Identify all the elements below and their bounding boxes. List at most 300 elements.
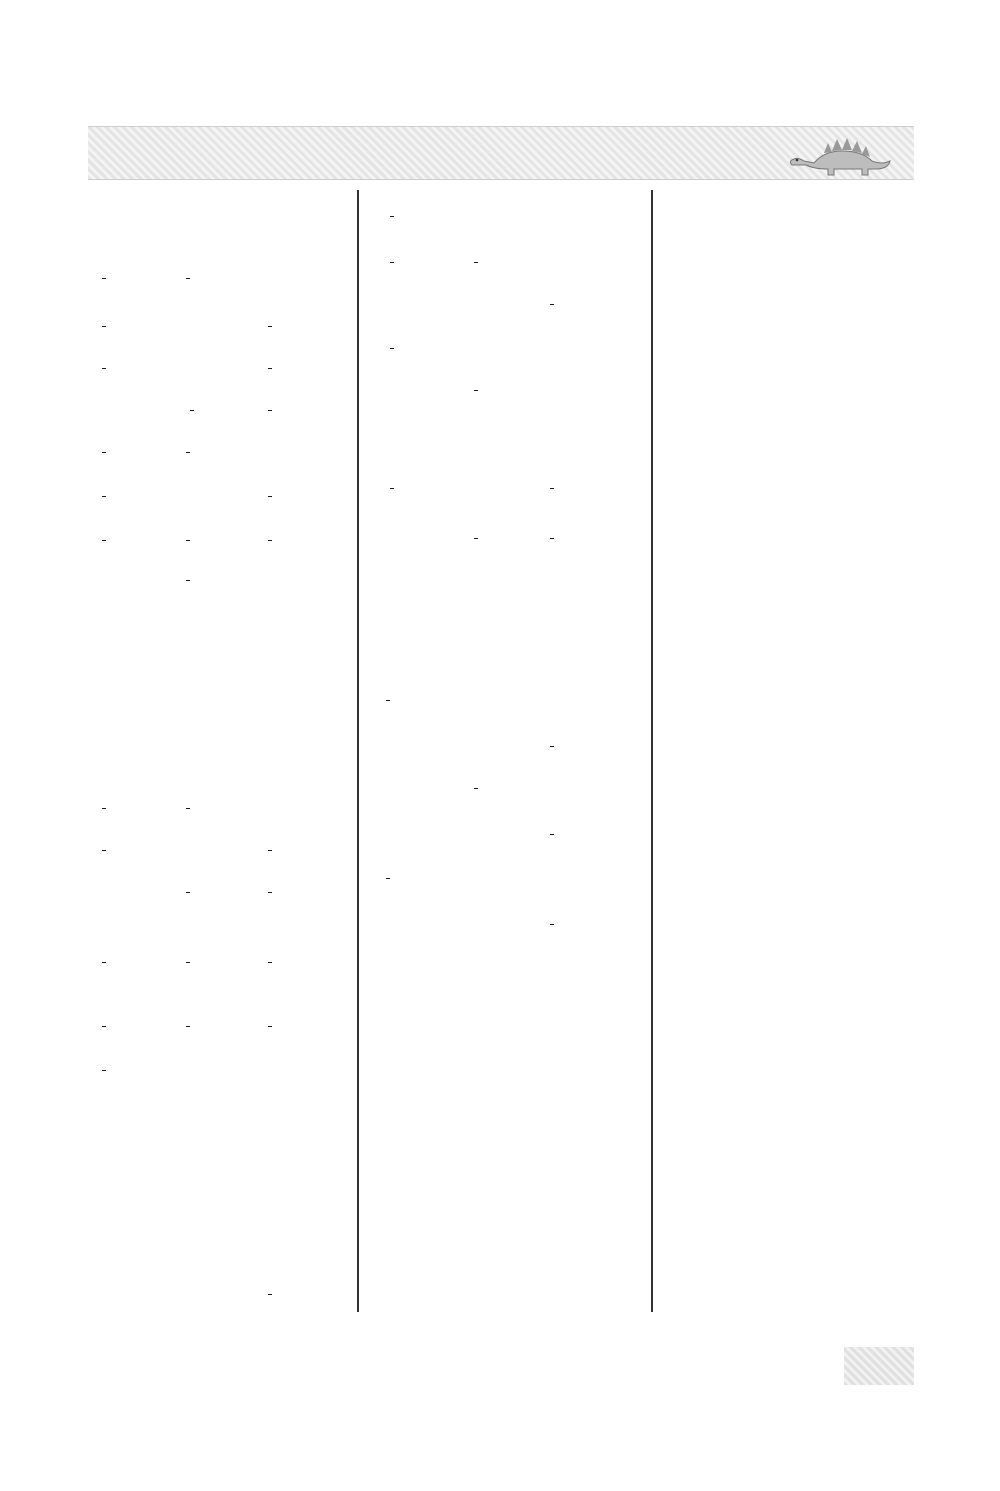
answer-item — [100, 530, 106, 549]
answer-row — [88, 1180, 350, 1204]
answer-cell — [184, 346, 188, 390]
denominator — [474, 538, 478, 539]
fraction — [102, 368, 106, 369]
answer-cell — [184, 474, 188, 518]
answer-item — [548, 778, 552, 797]
denominator — [102, 962, 106, 963]
answer-cell — [266, 1048, 270, 1092]
denominator — [550, 834, 554, 835]
answer-row — [372, 1030, 644, 1054]
answer-row — [372, 1221, 644, 1245]
answer-row — [88, 1158, 350, 1182]
fraction — [102, 808, 106, 809]
answer-cell — [100, 346, 106, 390]
answer-item — [388, 442, 392, 461]
denominator — [474, 390, 478, 391]
answer-cell — [266, 304, 272, 348]
fraction — [474, 262, 478, 263]
answer-item — [100, 400, 104, 419]
denominator — [268, 496, 272, 497]
answer-cell — [266, 388, 272, 432]
answer-item — [472, 778, 478, 797]
answer-row — [372, 1197, 644, 1221]
denominator — [550, 746, 554, 747]
answer-item — [266, 570, 270, 589]
answer-item — [100, 570, 104, 589]
denominator — [186, 892, 190, 893]
answer-cell — [388, 282, 392, 326]
answer-item — [100, 486, 106, 505]
answer-item — [266, 952, 272, 971]
answer-cell — [100, 388, 104, 432]
answer-cell — [384, 766, 388, 810]
answer-cell — [100, 304, 106, 348]
fraction — [186, 1026, 190, 1027]
answer-item — [548, 294, 554, 313]
fraction — [268, 540, 272, 541]
answer-cell — [388, 466, 394, 510]
answer-cell — [548, 724, 554, 768]
answer-row — [372, 516, 644, 560]
answer-item — [100, 316, 106, 335]
answer-item — [266, 268, 270, 287]
answer-item — [384, 868, 390, 887]
denominator — [186, 962, 190, 963]
answer-item — [100, 442, 106, 461]
denominator — [186, 540, 190, 541]
answer-row — [372, 724, 644, 768]
answer-cell — [184, 828, 188, 872]
answer-cell — [548, 368, 552, 412]
fraction — [550, 746, 554, 747]
answer-item — [548, 338, 552, 357]
answer-row — [372, 1292, 644, 1316]
answer-cell — [266, 430, 270, 474]
answer-row — [372, 1244, 644, 1268]
answer-item — [100, 840, 106, 859]
answer-item — [384, 914, 388, 933]
answer-item — [100, 268, 106, 287]
fraction — [390, 348, 394, 349]
column-divider-right — [651, 190, 653, 1312]
answer-item — [266, 798, 270, 817]
fraction — [474, 390, 478, 391]
page-number — [844, 1347, 914, 1385]
denominator — [474, 788, 478, 789]
fraction — [102, 540, 106, 541]
answer-item — [100, 1060, 106, 1079]
answer-item — [548, 206, 552, 225]
fraction — [268, 496, 272, 497]
answer-cell — [266, 558, 270, 602]
denominator — [102, 452, 106, 453]
fraction — [386, 878, 390, 879]
denominator — [390, 216, 394, 217]
denominator — [386, 700, 390, 701]
fraction — [102, 278, 106, 279]
answer-row — [372, 194, 644, 238]
answer-cell — [472, 516, 478, 560]
answer-cell — [548, 516, 554, 560]
answer-item — [388, 380, 392, 399]
answer-item — [266, 1016, 272, 1035]
title-banner — [88, 126, 914, 180]
answer-item — [472, 294, 476, 313]
answer-cell — [548, 326, 552, 370]
denominator — [186, 580, 190, 581]
answer-row — [88, 693, 350, 717]
fraction — [474, 538, 478, 539]
column-divider-left — [357, 190, 359, 1312]
denominator — [268, 892, 272, 893]
answer-row — [372, 1053, 644, 1077]
answer-item — [548, 868, 552, 887]
denominator — [550, 924, 554, 925]
answer-cell — [388, 368, 392, 412]
fraction — [268, 1026, 272, 1027]
answer-item — [384, 656, 388, 675]
answer-item — [384, 778, 388, 797]
fraction — [102, 326, 106, 327]
answer-item — [548, 478, 554, 497]
denominator — [102, 1070, 106, 1071]
answer-item — [548, 690, 552, 709]
answer-row — [372, 1150, 644, 1174]
answer-row — [88, 716, 350, 740]
answer-cell — [184, 304, 188, 348]
answer-column-1 — [88, 192, 350, 1312]
denominator — [550, 488, 554, 489]
answer-item — [472, 868, 476, 887]
answer-cell — [184, 1004, 190, 1048]
denominator — [102, 326, 106, 327]
answer-item — [548, 528, 554, 547]
denominator — [102, 850, 106, 851]
answer-cell — [384, 724, 388, 768]
fraction — [390, 262, 394, 263]
answer-row — [372, 983, 644, 1007]
answer-item — [548, 380, 552, 399]
answer-item — [548, 736, 554, 755]
answer-item — [266, 442, 270, 461]
answer-cell — [472, 326, 476, 370]
stegosaurus-icon — [784, 131, 894, 177]
answer-row — [372, 812, 644, 856]
denominator — [268, 962, 272, 963]
answer-row — [372, 466, 644, 510]
fraction — [390, 488, 394, 489]
answer-row — [372, 856, 644, 900]
denominator — [102, 808, 106, 809]
answer-cell — [472, 282, 476, 326]
answer-row — [372, 959, 644, 983]
answer-row — [88, 1203, 350, 1227]
denominator — [102, 278, 106, 279]
answer-row — [88, 346, 350, 390]
denominator — [190, 410, 194, 411]
answer-item — [184, 400, 194, 419]
answer-cell — [548, 678, 552, 722]
fraction — [186, 540, 190, 541]
answer-cell — [100, 518, 106, 562]
denominator — [390, 262, 394, 263]
answer-cell — [548, 466, 554, 510]
answer-item — [548, 252, 552, 271]
answer-item — [184, 882, 190, 901]
fraction — [102, 1070, 106, 1071]
answer-row — [88, 1113, 350, 1137]
answer-cell — [266, 870, 272, 914]
answer-cell — [472, 194, 476, 238]
answer-item — [472, 338, 476, 357]
answer-cell — [100, 1272, 104, 1316]
answer-item — [184, 268, 190, 287]
answer-item — [384, 824, 388, 843]
answer-row — [372, 368, 644, 412]
denominator — [268, 1294, 272, 1295]
answer-item — [266, 840, 272, 859]
answer-item — [548, 442, 552, 461]
answer-row — [372, 1006, 644, 1030]
answer-row — [88, 1135, 350, 1159]
answer-item — [184, 1060, 188, 1079]
answer-item — [100, 798, 106, 817]
answer-item — [384, 736, 388, 755]
fraction — [268, 1294, 272, 1295]
answer-item — [472, 528, 478, 547]
fraction — [186, 278, 190, 279]
answer-item — [266, 882, 272, 901]
answer-item — [384, 690, 390, 709]
answer-item — [100, 358, 106, 377]
answer-row — [88, 304, 350, 348]
fraction — [186, 452, 190, 453]
answer-cell — [196, 1272, 200, 1316]
answer-item — [472, 442, 476, 461]
answer-cell — [266, 786, 270, 830]
answer-item — [472, 656, 476, 675]
fraction — [550, 304, 554, 305]
answer-cell — [100, 870, 104, 914]
answer-cell — [472, 678, 476, 722]
answer-item — [388, 294, 392, 313]
answer-row — [88, 256, 350, 300]
answer-row — [88, 1272, 350, 1316]
answer-row — [88, 940, 350, 984]
answer-cell — [266, 1272, 272, 1316]
answer-cell — [100, 940, 106, 984]
answer-cell — [472, 856, 476, 900]
answer-item — [266, 486, 272, 505]
denominator — [268, 540, 272, 541]
answer-cell — [388, 326, 394, 370]
answer-item — [184, 952, 190, 971]
answer-item — [388, 528, 392, 547]
answer-item — [472, 206, 476, 225]
answer-row — [372, 282, 644, 326]
answer-cell — [266, 474, 272, 518]
answer-row — [372, 240, 644, 284]
answer-cell — [548, 766, 552, 810]
fraction — [550, 834, 554, 835]
fraction — [102, 496, 106, 497]
answer-cell — [266, 1004, 272, 1048]
fraction — [102, 850, 106, 851]
answer-item — [266, 400, 272, 419]
answer-row — [88, 518, 350, 562]
answer-item — [184, 1016, 190, 1035]
answer-item — [266, 530, 272, 549]
answer-row — [88, 828, 350, 872]
answer-item — [100, 1016, 106, 1035]
fraction — [186, 892, 190, 893]
answer-item — [472, 478, 476, 497]
answer-cell — [100, 256, 106, 300]
answer-row — [372, 678, 644, 722]
answer-cell — [100, 828, 106, 872]
answer-row — [88, 671, 350, 695]
answer-row — [88, 870, 350, 914]
answer-row — [88, 648, 350, 672]
answer-cell — [100, 786, 106, 830]
answer-cell — [100, 474, 106, 518]
answer-cell — [266, 346, 272, 390]
answer-cell — [548, 282, 554, 326]
denominator — [186, 808, 190, 809]
denominator — [550, 538, 554, 539]
denominator — [268, 410, 272, 411]
answer-cell — [100, 1004, 106, 1048]
answer-item — [388, 338, 394, 357]
answer-cell — [388, 194, 394, 238]
answer-item — [472, 914, 476, 933]
answer-cell — [548, 856, 552, 900]
fraction — [390, 216, 394, 217]
answer-item — [184, 358, 188, 377]
answer-cell — [388, 516, 392, 560]
answer-item — [388, 478, 394, 497]
answer-row — [88, 1090, 350, 1114]
denominator — [102, 496, 106, 497]
answer-cell — [184, 1048, 188, 1092]
answer-item — [184, 486, 188, 505]
answer-cell — [472, 812, 476, 856]
denominator — [550, 304, 554, 305]
answer-cell — [472, 766, 478, 810]
answer-item — [548, 656, 552, 675]
answer-row — [88, 1004, 350, 1048]
answer-row — [372, 766, 644, 810]
answer-cell — [184, 388, 194, 432]
answer-cell — [100, 1048, 106, 1092]
answer-cell — [384, 856, 390, 900]
answer-item — [388, 252, 394, 271]
answer-column-3 — [664, 190, 914, 1312]
answer-cell — [184, 870, 190, 914]
answer-cell — [184, 786, 190, 830]
answer-cell — [266, 828, 272, 872]
fraction — [474, 788, 478, 789]
answer-item — [100, 1284, 104, 1303]
answer-item — [184, 570, 190, 589]
answer-cell — [266, 940, 272, 984]
answer-row — [88, 474, 350, 518]
answer-row — [88, 626, 350, 650]
fraction — [268, 962, 272, 963]
denominator — [390, 488, 394, 489]
answer-cell — [384, 812, 388, 856]
answer-cell — [184, 430, 190, 474]
answer-cell — [184, 518, 190, 562]
answer-cell — [266, 518, 272, 562]
answer-item — [472, 380, 478, 399]
answer-cell — [100, 430, 106, 474]
answer-row — [372, 1076, 644, 1100]
answer-item — [184, 316, 188, 335]
answer-row — [372, 1174, 644, 1198]
answer-row — [372, 1268, 644, 1292]
fraction — [186, 580, 190, 581]
answer-cell — [388, 240, 394, 284]
answer-item — [266, 1060, 270, 1079]
answer-cell — [184, 940, 190, 984]
answer-cell — [100, 558, 104, 602]
fraction — [386, 700, 390, 701]
answer-cell — [472, 240, 478, 284]
answer-cell — [548, 240, 552, 284]
answer-item — [100, 882, 104, 901]
denominator — [102, 368, 106, 369]
answer-cell — [472, 368, 478, 412]
denominator — [386, 878, 390, 879]
fraction — [550, 924, 554, 925]
fraction — [550, 538, 554, 539]
answer-cell — [184, 558, 190, 602]
answer-item — [184, 840, 188, 859]
answer-item — [472, 690, 476, 709]
answer-row — [372, 936, 644, 960]
answer-item — [266, 358, 272, 377]
answer-row — [88, 1048, 350, 1092]
answer-cell — [384, 678, 390, 722]
answer-cell — [472, 466, 476, 510]
fraction — [268, 326, 272, 327]
answer-item — [472, 252, 478, 271]
answer-item — [548, 824, 554, 843]
answer-item — [196, 1284, 200, 1303]
denominator — [390, 348, 394, 349]
denominator — [268, 1026, 272, 1027]
answer-row — [88, 388, 350, 432]
denominator — [268, 326, 272, 327]
answer-row — [88, 558, 350, 602]
answer-cell — [266, 256, 270, 300]
answer-item — [184, 530, 190, 549]
fraction — [102, 452, 106, 453]
denominator — [186, 1026, 190, 1027]
fraction — [186, 808, 190, 809]
denominator — [268, 368, 272, 369]
fraction — [102, 962, 106, 963]
answer-row — [88, 430, 350, 474]
fraction — [268, 368, 272, 369]
fraction — [186, 962, 190, 963]
answer-row — [88, 603, 350, 627]
answer-item — [184, 798, 190, 817]
answer-cell — [472, 724, 476, 768]
fraction — [190, 410, 194, 411]
answer-row — [372, 326, 644, 370]
